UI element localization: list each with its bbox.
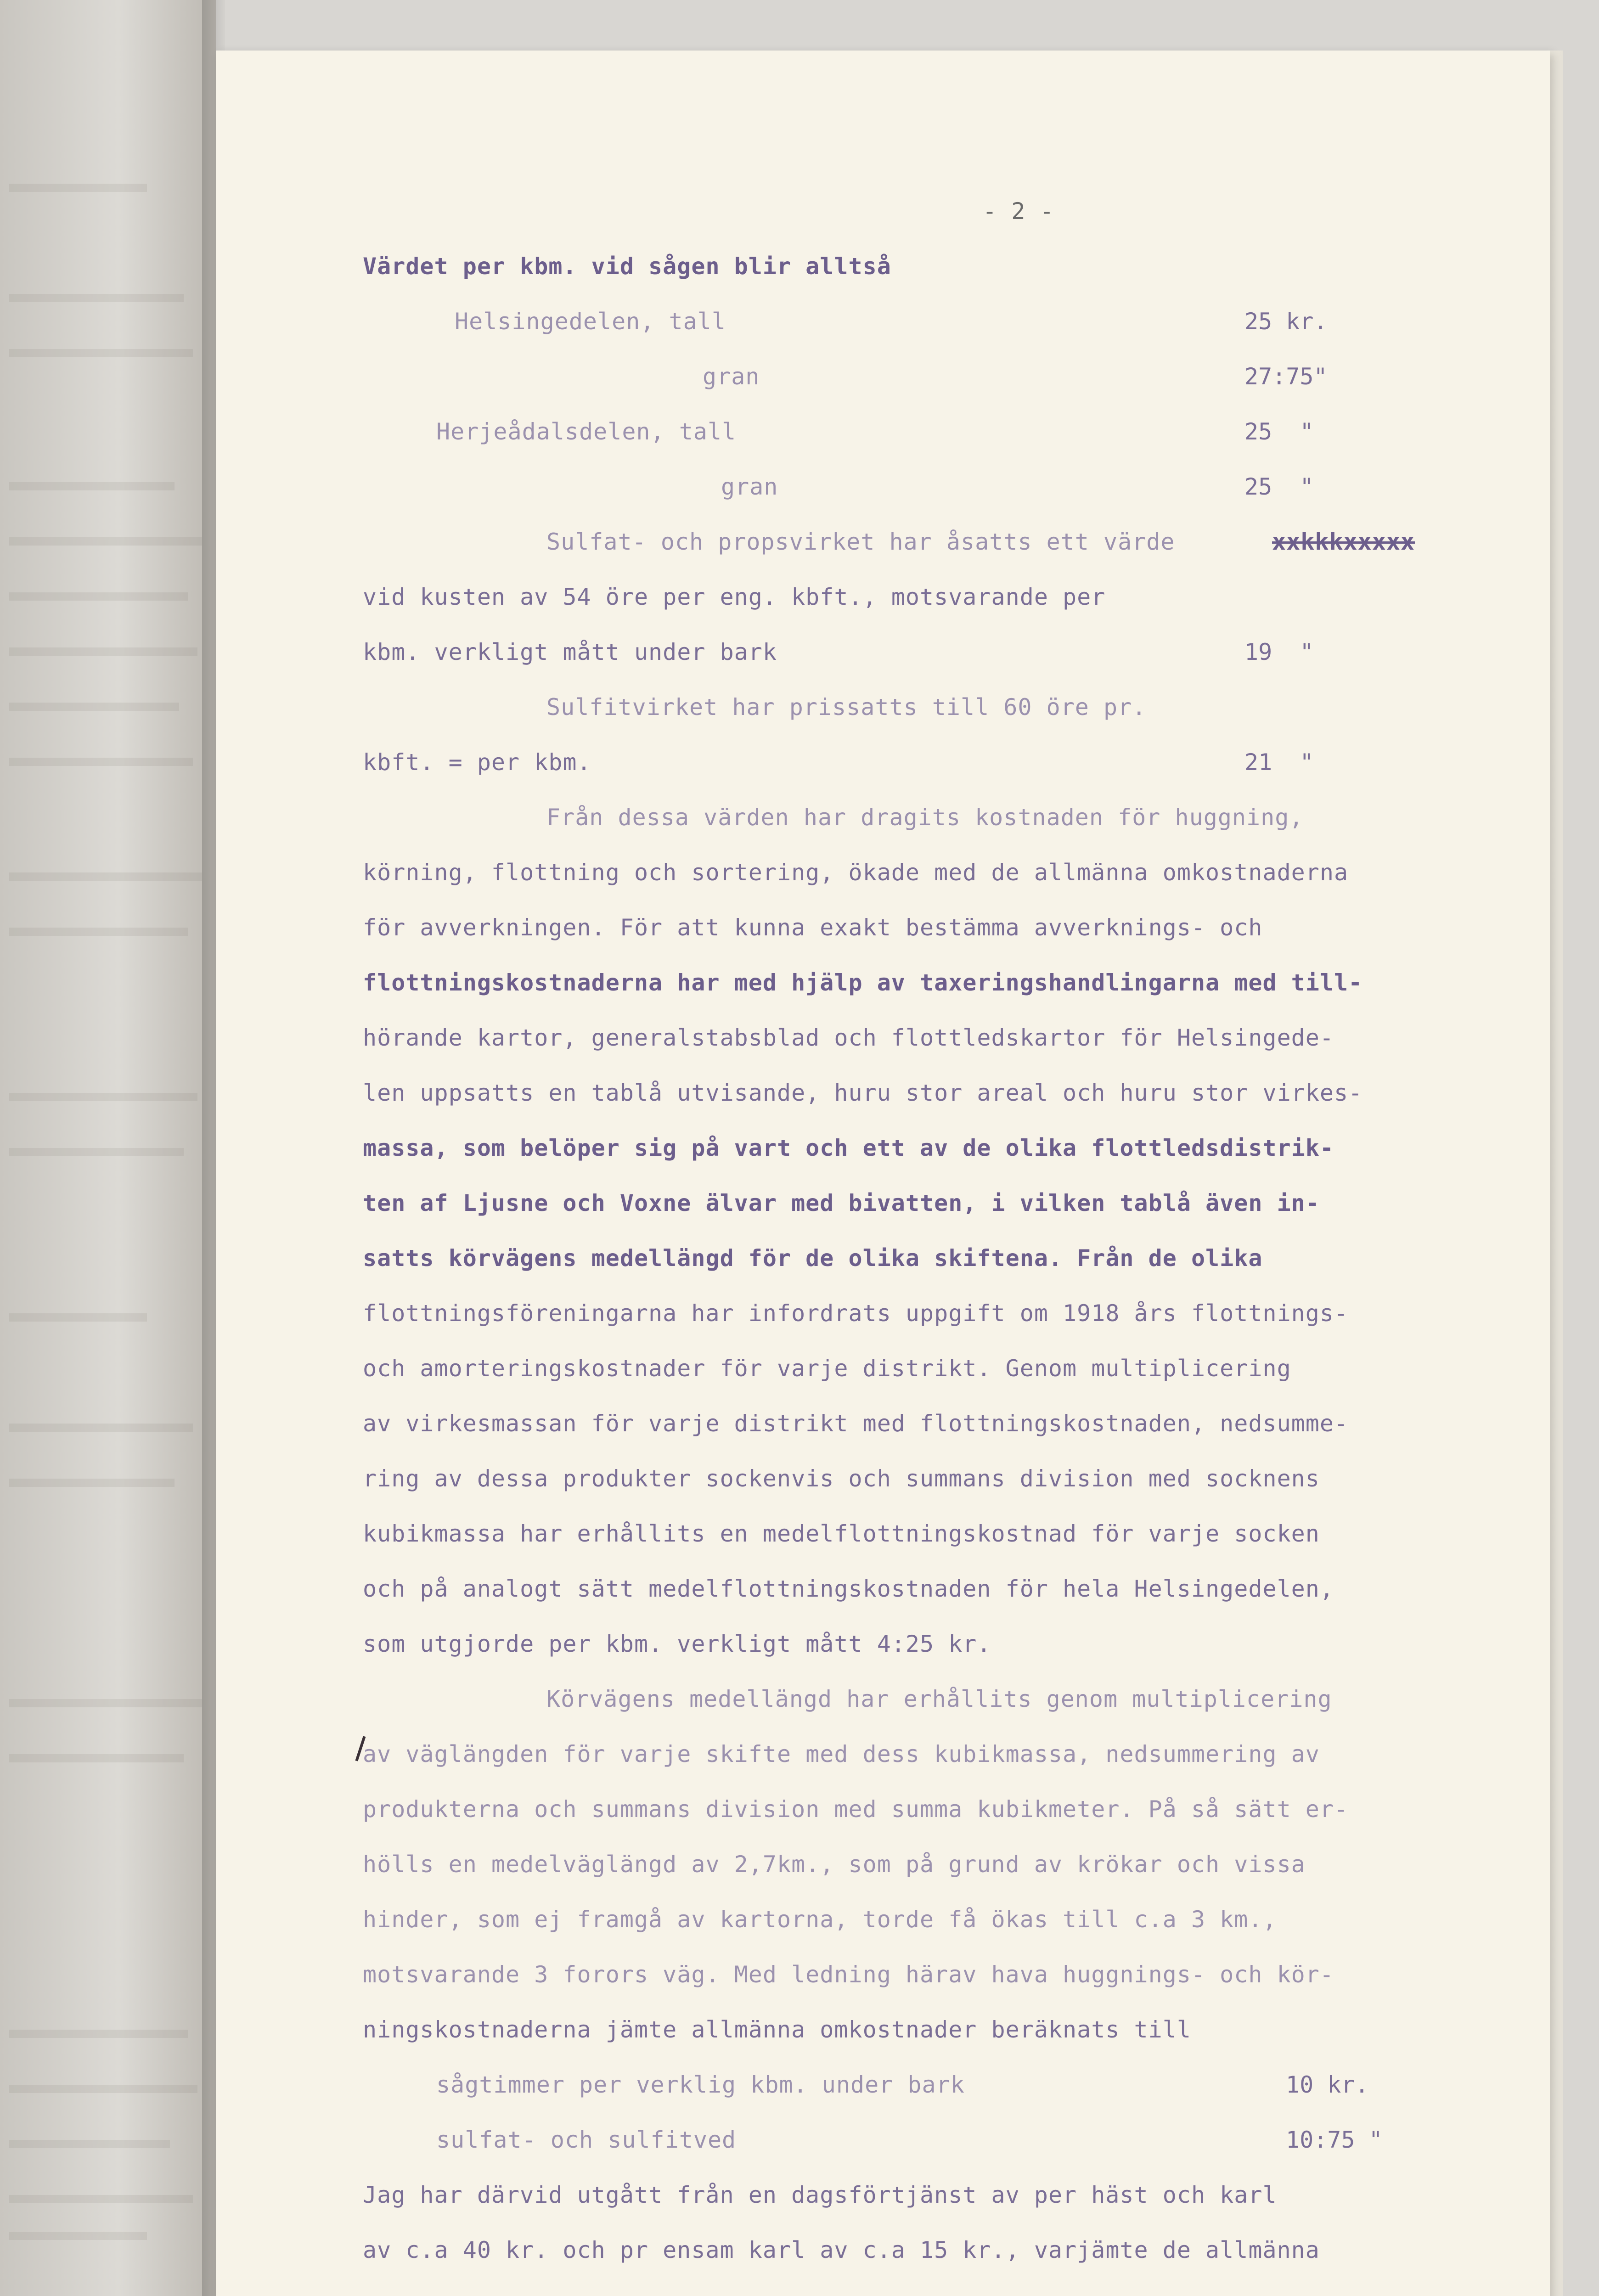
cost-label: sågtimmer per verklig kbm. under bark — [436, 2071, 965, 2098]
body-line: ring av dessa produkter sockenvis och summans division med socknens — [363, 1465, 1320, 1492]
body-line: av väglängden för varje skifte med dess kubikmassa, nedsummering av — [363, 1741, 1320, 1767]
value-label: gran — [703, 363, 760, 390]
body-line: Från dessa värden har dragits kostnaden för huggning, — [546, 804, 1304, 831]
body-line: produkterna och summans division med summa kubikmeter. På så sätt er- — [363, 1796, 1349, 1823]
body-line: av virkesmassan för varje distrikt med flottningskostnaden, nedsumme- — [363, 1410, 1349, 1437]
closing-line: av c.a 40 kr. och pr ensam karl av c.a 15 kr., varjämte de allmänna — [363, 2237, 1320, 2263]
body-line: flottningskostnaderna har med hjälp av taxeringshandlingarna med till- — [363, 969, 1363, 996]
body-line: och på analogt sätt medelflottningskostnaden för hela Helsingedelen, — [363, 1576, 1334, 1602]
value-amount: 25 " — [1244, 418, 1314, 445]
cost-amount: 10 kr. — [1286, 2071, 1369, 2098]
sulfat-line-1: Sulfat- och propsvirket har åsatts ett värde — [546, 529, 1175, 555]
value-amount: 25 " — [1244, 473, 1314, 500]
body-line: hinder, som ej framgå av kartorna, torde få ökas till c.a 3 km., — [363, 1906, 1277, 1933]
body-line: för avverkningen. För att kunna exakt bestämma avverknings- och — [363, 914, 1263, 941]
body-line: flottningsföreningarna har infordrats uppgift om 1918 års flottnings- — [363, 1300, 1349, 1327]
facing-page — [0, 0, 216, 2296]
cost-amount: 10:75 " — [1286, 2127, 1383, 2153]
value-amount: 27:75" — [1244, 363, 1328, 390]
value-label: Herjeådalsdelen, tall — [436, 418, 737, 445]
page-edge — [1550, 51, 1563, 2296]
closing-line: Jag har därvid utgått från en dagsförtjänst av per häst och karl — [363, 2182, 1277, 2208]
body-line: hölls en medelväglängd av 2,7km., som på grund av krökar och vissa — [363, 1851, 1306, 1878]
value-amount: 25 kr. — [1244, 308, 1328, 335]
body-line: ningskostnaderna jämte allmänna omkostnader beräknats till — [363, 2016, 1191, 2043]
body-line: hörande kartor, generalstabsblad och flottledskartor för Helsingede- — [363, 1024, 1334, 1051]
value-label: Helsingedelen, tall — [455, 308, 726, 335]
body-line: len uppsatts en tablå utvisande, huru stor areal och huru stor virkes- — [363, 1080, 1363, 1106]
sulfit-line-2: kbft. = per kbm. — [363, 749, 591, 776]
sulfat-line-2: vid kusten av 54 öre per eng. kbft., motsvarande per — [363, 584, 1106, 610]
sulfat-amount: 19 " — [1244, 639, 1314, 665]
body-line: ten af Ljusne och Voxne älvar med bivatten, i vilken tablå även in- — [363, 1190, 1320, 1216]
body-line: Körvägens medellängd har erhållits genom multiplicering — [546, 1686, 1332, 1712]
body-line: som utgjorde per kbm. verkligt mått 4:25 kr. — [363, 1631, 991, 1657]
body-line: och amorteringskostnader för varje distrikt. Genom multiplicering — [363, 1355, 1291, 1382]
intro-line: Värdet per kbm. vid sågen blir alltså — [363, 253, 891, 280]
body-line: kubikmassa har erhållits en medelflottningskostnad för varje socken — [363, 1520, 1320, 1547]
cost-label: sulfat- och sulfitved — [436, 2127, 737, 2153]
sulfit-line-1: Sulfitvirket har prissatts till 60 öre pr. — [546, 694, 1147, 720]
sulfit-amount: 21 " — [1244, 749, 1314, 776]
body-line: massa, som belöper sig på vart och ett av de olika flottledsdistrik- — [363, 1135, 1334, 1161]
sulfat-line-3: kbm. verkligt mått under bark — [363, 639, 777, 665]
value-label: gran — [721, 473, 778, 500]
body-line: satts körvägens medellängd för de olika skiftena. Från de olika — [363, 1245, 1263, 1272]
document-page — [216, 51, 1550, 2296]
body-line: körning, flottning och sortering, ökade med de allmänna omkostnaderna — [363, 859, 1349, 886]
struck-text: xxkkkxxxxx — [1272, 529, 1415, 555]
page-number: - 2 - — [983, 198, 1054, 225]
body-line: motsvarande 3 forors väg. Med ledning härav hava huggnings- och kör- — [363, 1961, 1334, 1988]
